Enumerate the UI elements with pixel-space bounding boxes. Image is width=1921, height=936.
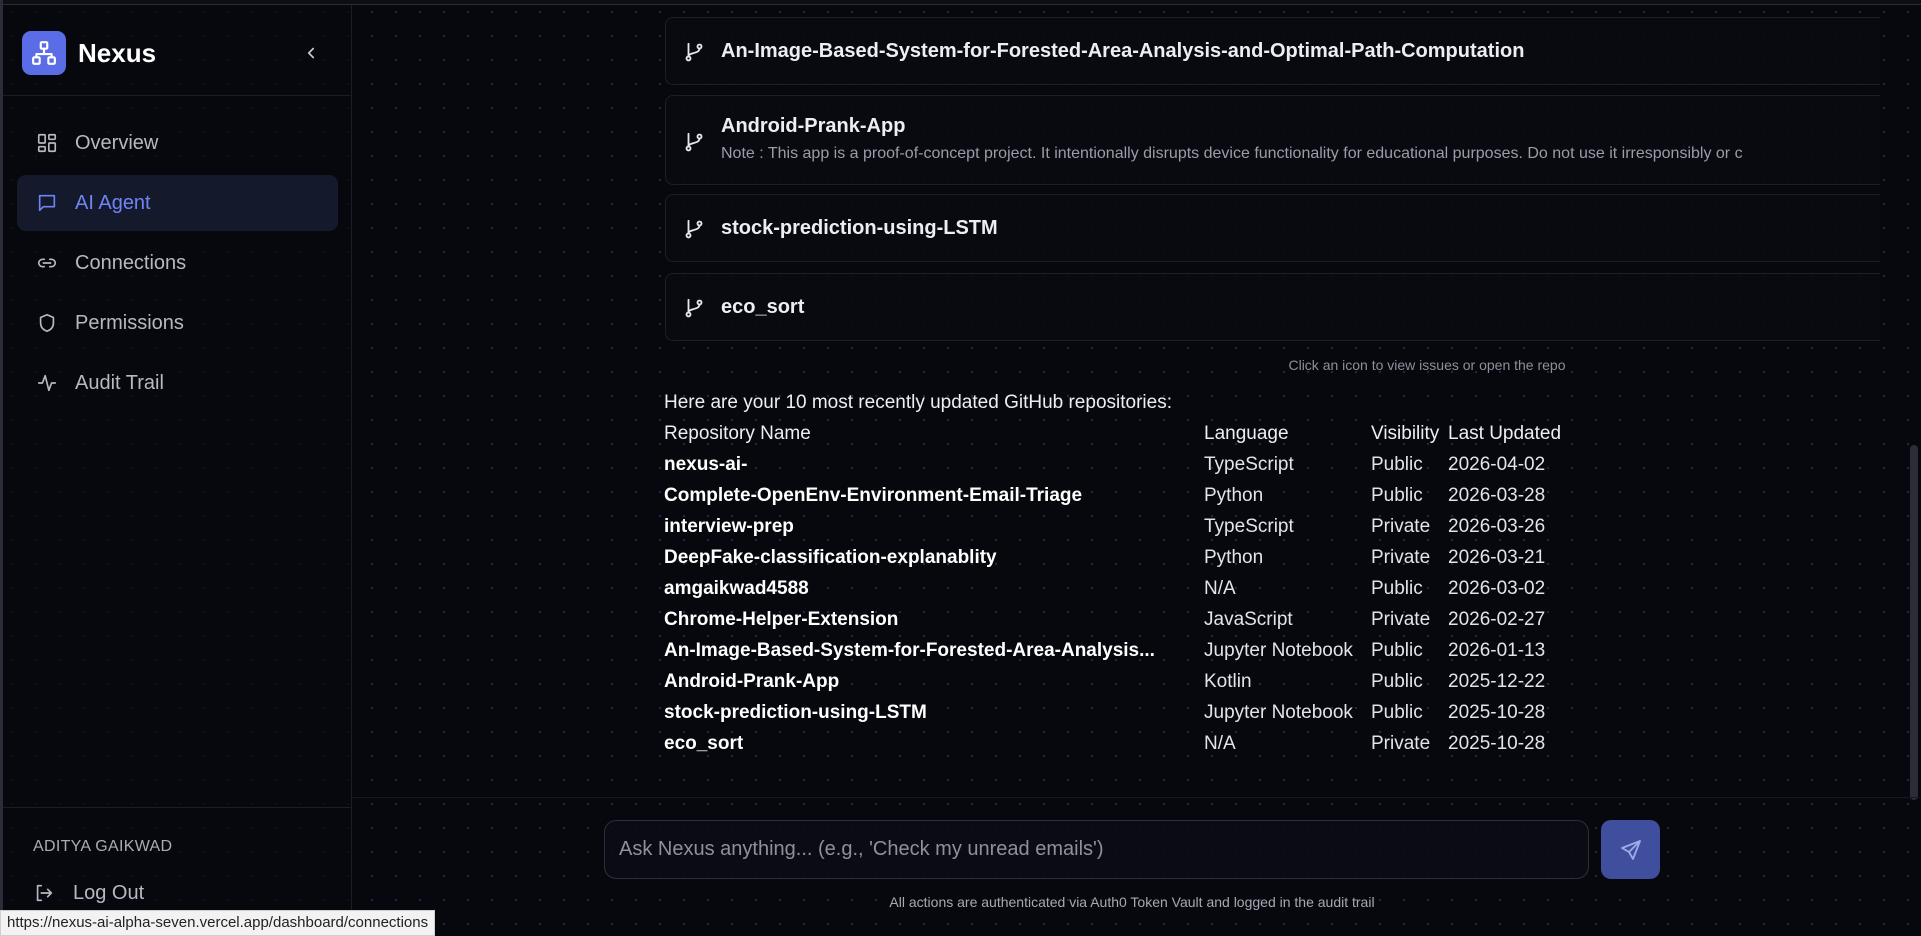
repo-title: eco_sort <box>721 296 805 318</box>
repo-name-cell: interview-prep <box>664 515 794 537</box>
visibility-cell: Private <box>1371 732 1431 754</box>
sidebar-item-overview[interactable] <box>17 115 338 171</box>
visibility-cell: Public <box>1371 453 1423 475</box>
repo-hint: Click an icon to view issues or open the repo <box>1288 357 1566 373</box>
language-cell: Python <box>1204 546 1264 568</box>
updated-cell: 2026-03-28 <box>1448 484 1546 506</box>
table-row <box>664 604 1578 635</box>
updated-cell: 2025-10-28 <box>1448 732 1546 754</box>
user-name: ADITYA GAIKWAD <box>33 838 173 855</box>
chat-icon <box>35 191 59 215</box>
visibility-cell: Private <box>1371 546 1431 568</box>
collapse-sidebar-button[interactable] <box>299 41 323 65</box>
repo-description: Note : This app is a proof-of-concept project. It intentionally disrupts device functionality for educational purposes. Do not use it irresponsibly or c <box>721 145 1743 162</box>
response-intro: Here are your 10 most recently updated GitHub repositories: <box>664 392 1172 413</box>
visibility-cell: Private <box>1371 515 1431 537</box>
network-icon <box>22 31 66 75</box>
agent-response <box>664 392 1578 759</box>
language-cell: JavaScript <box>1204 608 1293 630</box>
brand-name: Nexus <box>78 37 157 68</box>
visibility-cell: Public <box>1371 577 1423 599</box>
git-branch-icon <box>683 218 705 240</box>
git-branch-icon <box>683 297 705 319</box>
sidebar-item-label: Audit Trail <box>75 371 164 394</box>
sidebar-divider <box>3 95 352 96</box>
repo-name-cell: Complete-OpenEnv-Environment-Email-Triage <box>664 484 1083 506</box>
table-row <box>664 635 1578 666</box>
language-cell: Python <box>1204 484 1264 506</box>
visibility-cell: Private <box>1371 608 1431 630</box>
table-row <box>664 480 1578 511</box>
sidebar-item-label: AI Agent <box>75 191 151 214</box>
updated-cell: 2026-01-13 <box>1448 639 1546 661</box>
updated-cell: 2026-03-26 <box>1448 515 1546 537</box>
language-cell: Jupyter Notebook <box>1204 639 1353 661</box>
logout-label: Log Out <box>73 881 145 904</box>
logout-icon <box>33 881 57 905</box>
language-cell: Kotlin <box>1204 670 1252 692</box>
language-cell: TypeScript <box>1204 515 1294 537</box>
shield-icon <box>35 311 59 335</box>
updated-cell: 2025-12-22 <box>1448 670 1546 692</box>
repo-name-cell: DeepFake-classification-explanablity <box>664 546 997 568</box>
grid-icon <box>35 131 59 155</box>
chevron-left-icon <box>302 44 320 62</box>
table-row <box>664 697 1578 728</box>
table-row <box>664 511 1578 542</box>
sidebar-footer-divider <box>3 807 352 808</box>
table-row <box>664 449 1578 480</box>
repo-name-cell: eco_sort <box>664 732 744 754</box>
updated-cell: 2026-03-02 <box>1448 577 1546 599</box>
sidebar-item-audit-trail[interactable] <box>17 355 338 411</box>
status-bar-url: https://nexus-ai-alpha-seven.vercel.app/dashboard/connections <box>0 910 435 936</box>
visibility-cell: Public <box>1371 639 1423 661</box>
repo-name-cell: Chrome-Helper-Extension <box>664 608 899 630</box>
repo-title: An-Image-Based-System-for-Forested-Area-Analysis-and-Optimal-Path-Computation <box>721 40 1525 62</box>
sidebar-nav <box>17 115 338 415</box>
table-header-row <box>664 418 1578 449</box>
repo-card[interactable] <box>665 273 1880 341</box>
link-icon <box>35 251 59 275</box>
send-button[interactable] <box>1601 820 1660 879</box>
git-branch-icon <box>683 41 705 63</box>
language-cell: N/A <box>1204 732 1236 754</box>
table-row <box>664 573 1578 604</box>
sidebar-item-ai-agent[interactable] <box>17 175 338 231</box>
chat-scrollbar[interactable] <box>1910 445 1918 800</box>
chat-input-container <box>604 820 1589 879</box>
column-header: Repository Name <box>664 422 811 444</box>
language-cell: TypeScript <box>1204 453 1294 475</box>
sidebar <box>3 5 352 936</box>
table-row <box>664 728 1578 759</box>
send-icon <box>1619 838 1643 862</box>
updated-cell: 2026-03-21 <box>1448 546 1546 568</box>
table-row <box>664 666 1578 697</box>
repo-name-cell: Android-Prank-App <box>664 670 840 692</box>
repo-table <box>664 418 1578 759</box>
column-header: Visibility <box>1371 422 1440 444</box>
column-header: Last Updated <box>1448 422 1562 444</box>
language-cell: Jupyter Notebook <box>1204 701 1353 723</box>
chat-input[interactable] <box>605 821 1588 878</box>
visibility-cell: Public <box>1371 484 1423 506</box>
sidebar-item-permissions[interactable] <box>17 295 338 351</box>
repo-title: stock-prediction-using-LSTM <box>721 217 998 239</box>
updated-cell: 2025-10-28 <box>1448 701 1546 723</box>
brand[interactable] <box>22 31 156 75</box>
sidebar-item-label: Connections <box>75 251 187 274</box>
language-cell: N/A <box>1204 577 1236 599</box>
sidebar-item-connections[interactable] <box>17 235 338 291</box>
repo-card[interactable] <box>665 17 1880 85</box>
composer-divider <box>352 797 1921 798</box>
updated-cell: 2026-02-27 <box>1448 608 1546 630</box>
repo-title: Android-Prank-App <box>721 115 906 137</box>
visibility-cell: Public <box>1371 670 1423 692</box>
logout-button[interactable] <box>33 881 144 905</box>
updated-cell: 2026-04-02 <box>1448 453 1546 475</box>
sidebar-item-label: Permissions <box>75 311 184 334</box>
column-header: Language <box>1204 422 1289 444</box>
repo-name-cell: amgaikwad4588 <box>664 577 809 599</box>
auth-footer-note: All actions are authenticated via Auth0 Token Vault and logged in the audit trail <box>889 894 1375 910</box>
repo-name-cell: stock-prediction-using-LSTM <box>664 701 927 723</box>
table-row <box>664 542 1578 573</box>
repo-card[interactable] <box>665 194 1880 262</box>
visibility-cell: Public <box>1371 701 1423 723</box>
repo-name-cell: An-Image-Based-System-for-Forested-Area-Analysis... <box>664 639 1155 661</box>
git-branch-icon <box>683 131 705 153</box>
sidebar-item-label: Overview <box>75 131 159 154</box>
repo-name-cell: nexus-ai- <box>664 453 748 475</box>
repo-card[interactable] <box>665 95 1880 185</box>
activity-icon <box>35 371 59 395</box>
